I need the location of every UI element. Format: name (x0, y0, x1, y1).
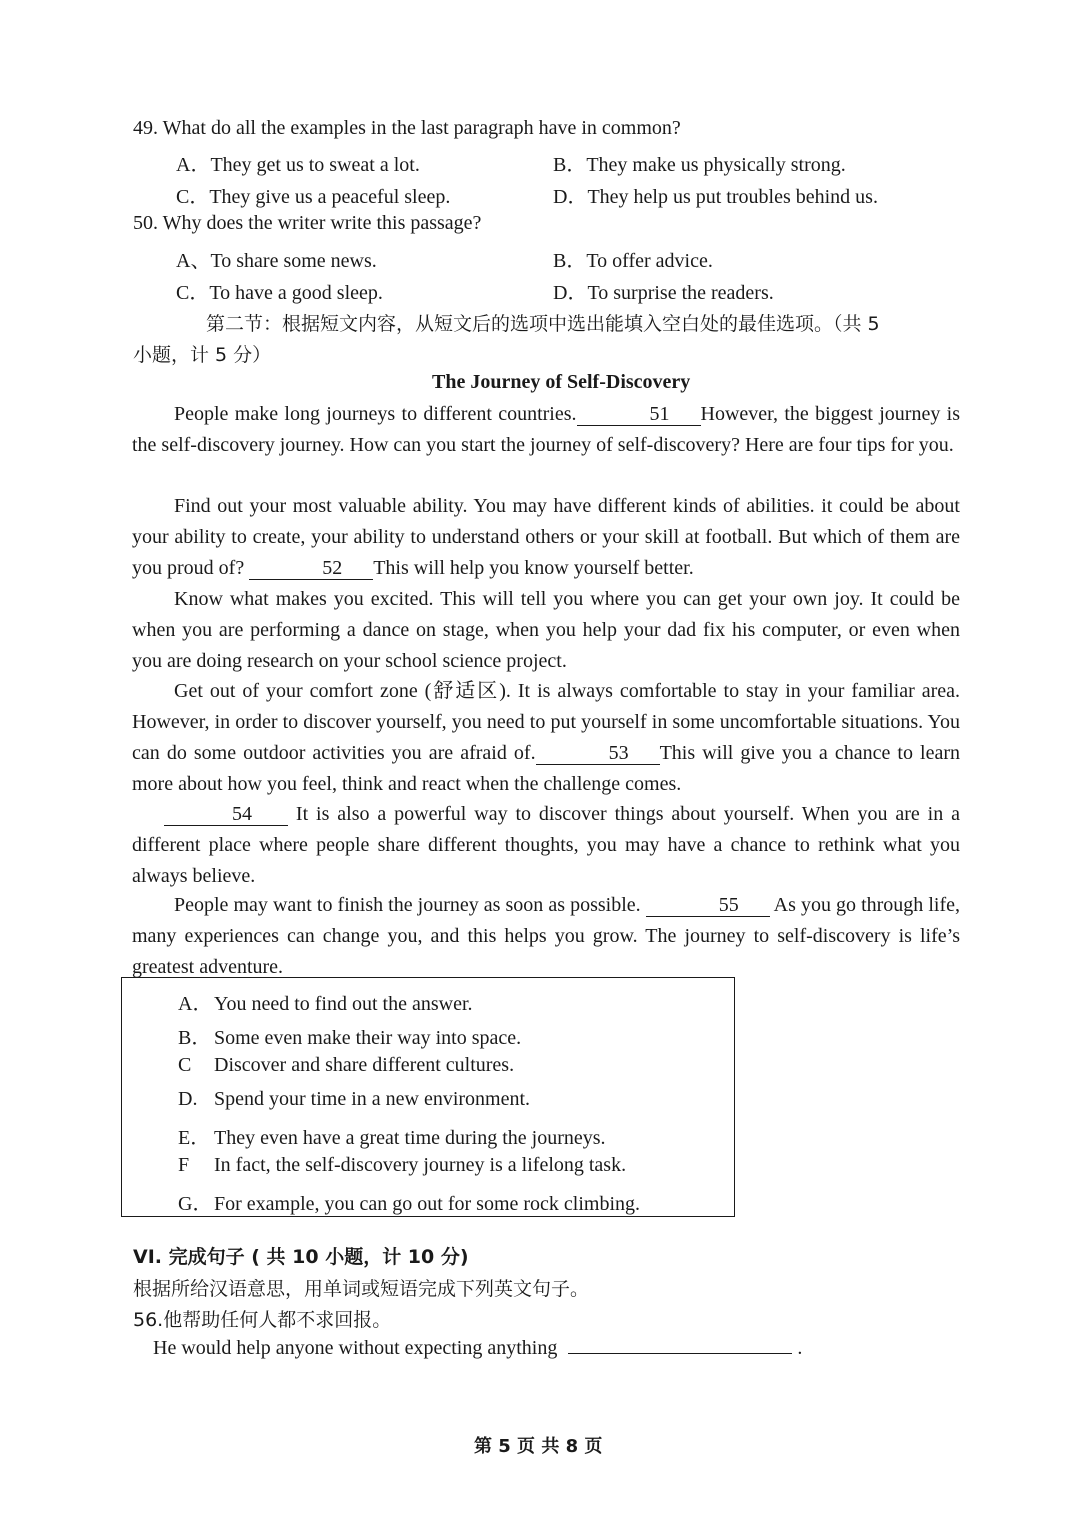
box-option (178, 1021, 521, 1050)
q49-option-d: D．They help us put troubles behind us. (553, 186, 878, 208)
box-option-letter: E． (178, 1127, 211, 1149)
box-option (178, 1187, 640, 1216)
passage-title: The Journey of Self-Discovery (432, 371, 691, 393)
paragraph-2 (132, 491, 960, 584)
paragraph-5-text: It is also a powerful way to discover things about yourself. When you are in a different place where people share different thoughts, you may have a chance to rethink what you always believe. (132, 803, 960, 887)
options-box (121, 977, 735, 1217)
blank-55: 55 (646, 894, 770, 917)
q56-english (153, 1337, 802, 1360)
paragraph-4-text-a: Get out of your comfort zone (舒适区). It is always comfortable to stay in your familiar area. However, in order to discover yourself, you need to put yourself in some uncomfortable situations. You can do some outdoor activities you are afraid of. (132, 680, 960, 764)
paragraph-6 (132, 890, 960, 983)
paragraph-2-text-a: Find out your most valuable ability. You may have different kinds of abilities. it could be about your ability to create, your ability to understand others or your skill at football. But which of them are you proud of? (132, 495, 960, 579)
section6-heading-text: VI. 完成句子 ( 共 10 小题，计 10 分) (133, 1246, 469, 1268)
box-option-text: Some even make their way into space. (214, 1027, 522, 1049)
blank-52: 52 (249, 557, 373, 580)
blank-51: 51 (577, 403, 701, 426)
blank-54: 54 (164, 803, 288, 826)
box-option (178, 987, 473, 1016)
box-option-text: They even have a great time during the journeys. (214, 1127, 606, 1149)
blank-53: 53 (536, 742, 660, 765)
box-option-letter: B． (178, 1027, 212, 1049)
box-option-letter: A． (178, 993, 213, 1015)
paragraph-4-text-b: This will give you a chance to learn more about how you feel, think and react when the challenge comes. (132, 742, 961, 795)
section2-instruction-line1: 第二节：根据短文内容，从短文后的选项中选出能填入空白处的最佳选项。（共 5 (206, 313, 880, 335)
paragraph-1 (132, 399, 960, 461)
paragraph-5 (132, 799, 960, 892)
paragraph-4 (132, 676, 960, 800)
section2-instruction-line2: 小题，计 5 分） (133, 344, 272, 366)
section6-heading (133, 1242, 469, 1269)
paragraph-6-text-a: People may want to finish the journey as soon as possible. (174, 894, 641, 916)
q49-stem: 49. What do all the examples in the last paragraph have in common? (133, 117, 681, 139)
q50-stem: 50. Why does the writer write this passage? (133, 212, 482, 234)
q56-period: . (797, 1337, 803, 1359)
section6-instruction: 根据所给汉语意思，用单词或短语完成下列英文句子。 (133, 1278, 590, 1300)
box-option-letter: F (178, 1154, 190, 1176)
q49-option-a: A．They get us to sweat a lot. (176, 154, 420, 176)
box-option (178, 1154, 626, 1177)
q50-option-c: C．To have a good sleep. (176, 282, 383, 304)
box-option-text: For example, you can go out for some rock climbing. (214, 1193, 641, 1215)
q50-option-a: A、To share some news. (176, 250, 377, 272)
paragraph-1-text-b: However, the biggest journey is the self-discovery journey. How can you start the journey of self-discovery? Here are four tips for you. (132, 403, 961, 456)
page-footer: 第 5 页 共 8 页 (474, 1436, 603, 1457)
box-option (178, 1121, 606, 1150)
q56-chinese: 56.他帮助任何人都不求回报。 (133, 1309, 392, 1331)
box-option-text: You need to find out the answer. (214, 993, 473, 1015)
q50-option-d: D．To surprise the readers. (553, 282, 774, 304)
paragraph-6-text-b: As you go through life, many experiences can change you, and this helps you grow. The journey to self-discovery is life’s greatest adventure. (132, 894, 961, 978)
box-option-text: In fact, the self-discovery journey is a lifelong task. (214, 1154, 627, 1176)
q49-option-c: C．They give us a peaceful sleep. (176, 186, 451, 208)
box-option-letter: C (178, 1054, 192, 1076)
q49-option-b: B．They make us physically strong. (553, 154, 846, 176)
box-option (178, 1054, 514, 1077)
box-option-text: Spend your time in a new environment. (214, 1088, 531, 1110)
paragraph-3: Know what makes you excited. This will tell you where you can get your own joy. It could be when you are performing a dance on stage, when you help your dad fix his computer, or even when you are doing research on your school science project. (132, 588, 960, 672)
box-option-letter: D. (178, 1088, 198, 1110)
q50-option-b: B．To offer advice. (553, 250, 713, 272)
box-option-text: Discover and share different cultures. (214, 1054, 515, 1076)
box-option-letter: G． (178, 1193, 213, 1215)
paragraph-1-text-a: People make long journeys to different countries. (174, 403, 577, 425)
q56-answer-blank[interactable] (568, 1353, 792, 1354)
q56-sentence: He would help anyone without expecting anything (153, 1337, 558, 1359)
box-option (178, 1088, 530, 1111)
paragraph-2-text-b: This will help you know yourself better. (373, 557, 694, 579)
